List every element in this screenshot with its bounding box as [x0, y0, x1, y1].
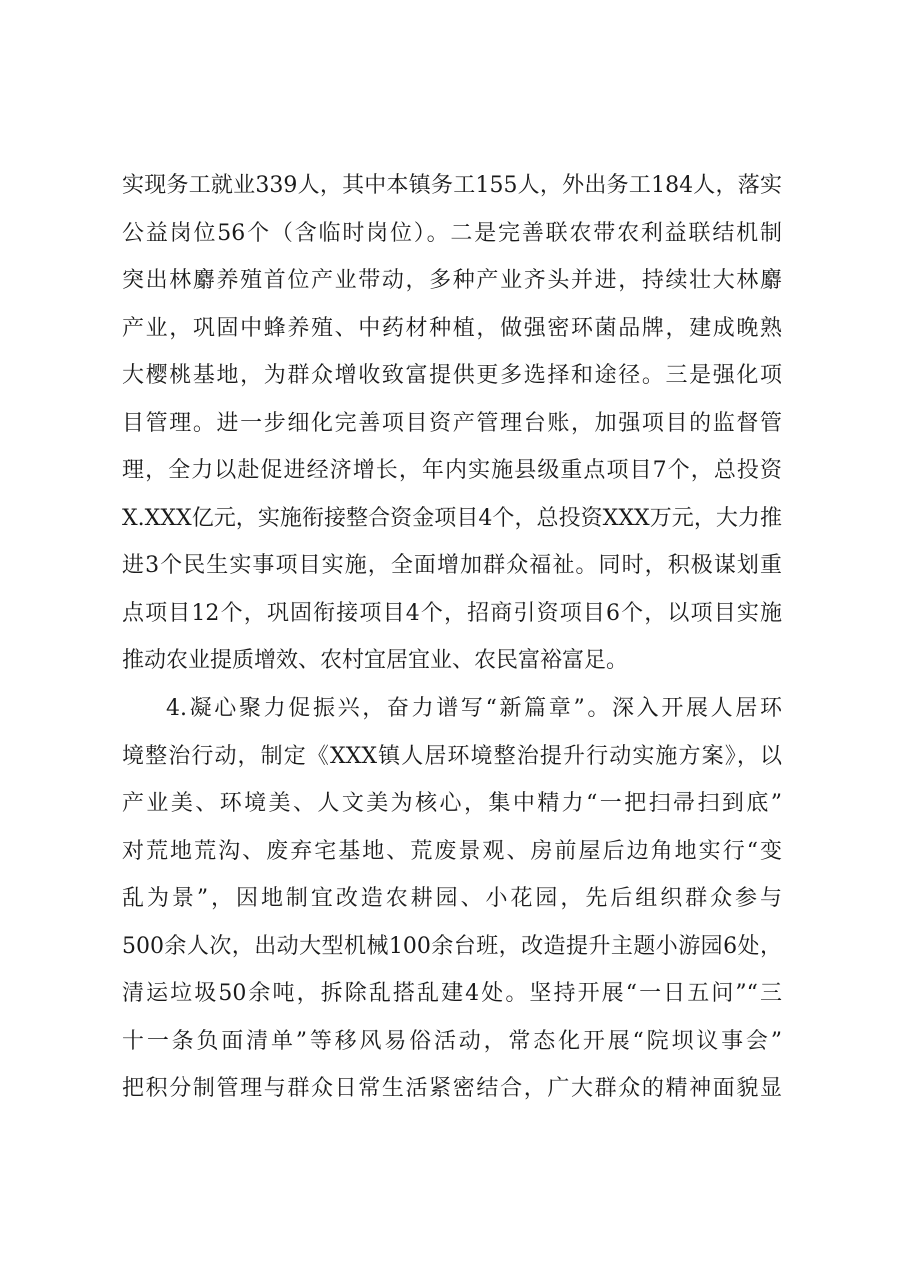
- text-line: 4.凝心聚力促振兴，奋力谱写“新篇章”。深入开展人居环: [166, 696, 782, 721]
- text-line: 500余人次，出动大型机械100余台班，改造提升主题小游园6处，: [122, 933, 782, 959]
- text-line: 目管理。进一步细化完善项目资产管理台账，加强项目的监督管: [122, 410, 782, 436]
- text-line: 对荒地荒沟、废弃宅基地、荒废景观、房前屋后边角地实行“变: [122, 838, 782, 864]
- text-line: 产业，巩固中蜂养殖、中药材种植，做强密环菌品牌，建成晚熟: [122, 315, 782, 341]
- text-line: 进3个民生实事项目实施，全面增加群众福祉。同时，积极谋划重: [122, 553, 782, 578]
- text-line: 十一条负面清单”等移风易俗活动，常态化开展“院坝议事会”: [122, 1028, 782, 1054]
- paragraph-1: [122, 162, 782, 685]
- text-line: 乱为景”，因地制宜改造农耕园、小花园，先后组织群众参与: [122, 886, 782, 911]
- paragraph-2: [122, 685, 782, 1113]
- text-line: 境整治行动，制定《XXX镇人居环境整治提升行动实施方案》，以: [122, 743, 782, 769]
- text-line: X.XXX亿元，实施衔接整合资金项目4个，总投资XXX万元，大力推: [122, 505, 782, 531]
- text-line: 突出林麝养殖首位产业带动，多种产业齐头并进，持续壮大林麝: [122, 268, 782, 293]
- text-line: 公益岗位56个（含临时岗位）。二是完善联农带农利益联结机制: [122, 220, 782, 246]
- text-line: 实现务工就业339人，其中本镇务工155人，外出务工184人，落实: [122, 173, 782, 198]
- text-line: 产业美、环境美、人文美为核心，集中精力“一把扫帚扫到底”: [122, 791, 782, 816]
- text-line: 理，全力以赴促进经济增长，年内实施县级重点项目7个，总投资: [122, 458, 782, 483]
- text-line: 推动农业提质增效、农村宜居宜业、农民富裕富足。: [122, 648, 629, 673]
- text-line: 清运垃圾50余吨，拆除乱搭乱建4处。坚持开展“一日五问”“三: [122, 981, 782, 1006]
- text-line: 把积分制管理与群众日常生活紧密结合，广大群众的精神面貌显: [122, 1076, 782, 1101]
- text-line: 大樱桃基地，为群众增收致富提供更多选择和途径。三是强化项: [122, 363, 782, 388]
- text-line: 点项目12个，巩固衔接项目4个，招商引资项目6个，以项目实施: [122, 600, 782, 626]
